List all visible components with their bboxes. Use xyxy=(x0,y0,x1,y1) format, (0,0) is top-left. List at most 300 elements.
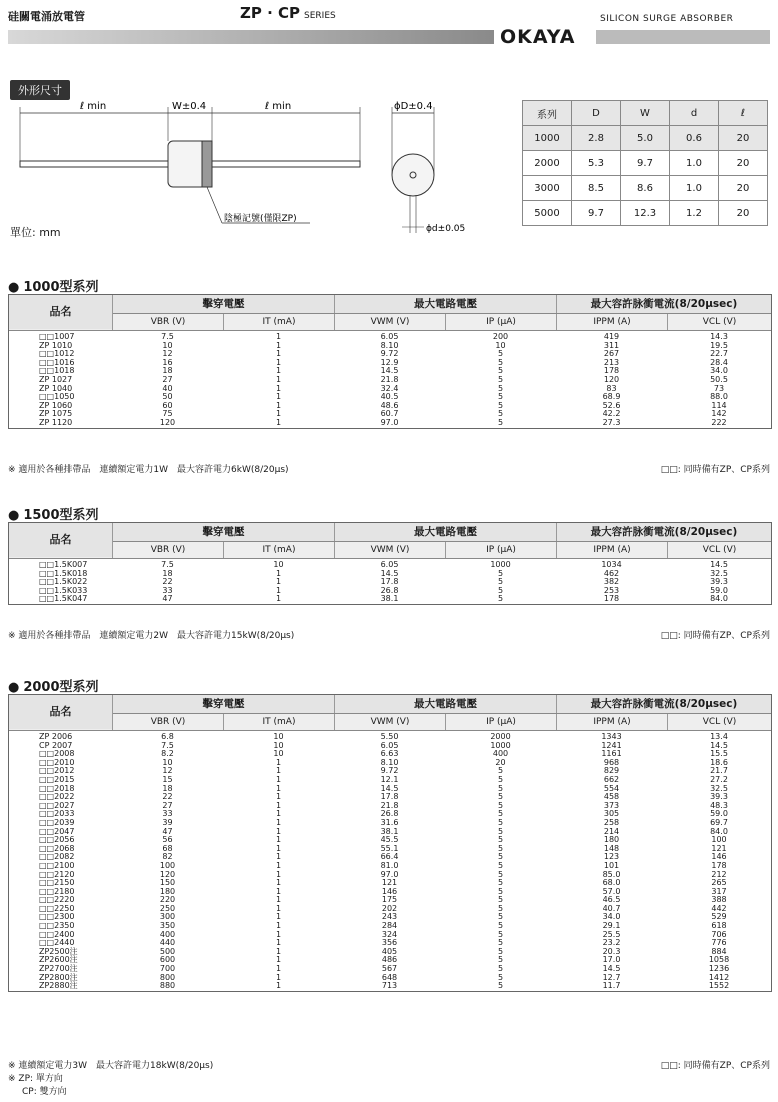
product-name: □□2180 xyxy=(39,886,75,896)
table-cell: 68.0 xyxy=(602,878,621,888)
table-cell: 324 xyxy=(381,929,398,939)
table-cell: 5 xyxy=(497,981,504,991)
product-name: □□1012 xyxy=(39,349,75,359)
unit-label: 單位: mm xyxy=(10,226,61,239)
table-cell: 1 xyxy=(275,869,282,879)
table-cell: 34.0 xyxy=(602,912,621,922)
table-cell: 12.9 xyxy=(380,357,399,367)
table-cell: 1 xyxy=(275,903,282,913)
table-cell: 12 xyxy=(162,766,173,776)
table-cell: 39.3 xyxy=(710,792,728,802)
table-cell: 18 xyxy=(162,366,173,376)
table-cell: 97.0 xyxy=(380,869,399,879)
product-name: ZP 1027 xyxy=(39,374,73,384)
product-name: □□2100 xyxy=(39,860,75,870)
sub-header: VWM (V) xyxy=(334,714,445,730)
table-cell: 1161 xyxy=(601,749,622,759)
series-note: ※ 適用於各種排帶品 連續額定電力2W 最大容許電力15kW(8/20μs) xyxy=(8,631,295,641)
header-bar-right xyxy=(596,30,770,44)
group-header: 最大電路電壓 xyxy=(334,695,556,713)
table-cell: 1 xyxy=(275,766,282,776)
table-cell: 5 xyxy=(497,826,504,836)
label-phiD: ϕD±0.4 xyxy=(394,101,433,112)
series-note-cp: CP: 雙方向 xyxy=(22,1087,67,1097)
table-cell: 52.6 xyxy=(602,400,621,410)
table-cell: 1 xyxy=(275,366,282,376)
table-cell: 1 xyxy=(275,809,282,819)
sub-header: VWM (V) xyxy=(334,542,445,558)
label-phid: ϕd±0.05 xyxy=(426,224,466,234)
table-cell: 48.3 xyxy=(710,800,728,810)
table-cell: 10 xyxy=(162,757,173,767)
table-cell: 200 xyxy=(492,332,509,341)
spec-cell: 1.0 xyxy=(670,151,719,176)
table-cell: 18.6 xyxy=(710,757,728,767)
table-cell: 1 xyxy=(275,409,282,419)
spec-cell: 5.0 xyxy=(621,126,670,151)
table-cell: 28.4 xyxy=(710,357,728,367)
table-cell: 1 xyxy=(275,374,282,384)
table-cell: 265 xyxy=(711,878,727,888)
header-bar xyxy=(8,30,494,44)
table-cell: 1 xyxy=(275,774,282,784)
series-title-text: 1000型系列 xyxy=(23,280,99,295)
table-cell: 706 xyxy=(711,929,727,939)
table-cell: 458 xyxy=(603,792,620,802)
table-cell: 178 xyxy=(603,366,620,376)
table-cell: 180 xyxy=(603,835,620,845)
series1000-title: ● 1000型系列 xyxy=(8,280,99,295)
table-cell: 1 xyxy=(275,946,282,956)
table-cell: 60 xyxy=(162,400,173,410)
table-cell: 5 xyxy=(497,972,504,982)
product-name: □□2350 xyxy=(39,921,75,931)
table-cell: 75 xyxy=(162,409,173,419)
table-cell: 97.0 xyxy=(380,417,399,427)
table-cell: 14.5 xyxy=(602,964,621,974)
table-cell: 26.8 xyxy=(380,809,399,819)
table-cell: 1 xyxy=(275,783,282,793)
table-cell: 40.5 xyxy=(380,392,399,402)
table-cell: 1 xyxy=(275,383,282,393)
table-cell: 222 xyxy=(711,417,727,427)
table-cell: 20 xyxy=(495,757,506,767)
table-cell: 1 xyxy=(275,585,282,595)
table-cell: 5.50 xyxy=(380,732,399,741)
table-cell: 267 xyxy=(603,349,620,359)
product-name: □□2033 xyxy=(39,809,75,819)
table-cell: 27 xyxy=(162,800,173,810)
table-cell: 250 xyxy=(159,903,176,913)
table-cell: 1 xyxy=(275,357,282,367)
product-name: □□2120 xyxy=(39,869,75,879)
table-cell: 21.8 xyxy=(380,800,399,810)
table-cell: 50 xyxy=(162,392,173,402)
table-cell: 1 xyxy=(275,929,282,939)
table-cell: 146 xyxy=(711,852,727,862)
spec-cell: 20 xyxy=(719,176,768,201)
table-cell: 5 xyxy=(497,860,504,870)
table-cell: 5 xyxy=(497,374,504,384)
table-cell: 5 xyxy=(497,783,504,793)
table-cell: 27 xyxy=(162,374,173,384)
table-cell: 7.5 xyxy=(161,332,174,341)
table-cell: 5 xyxy=(497,903,504,913)
table-cell: 1241 xyxy=(601,740,622,750)
spec-header-row xyxy=(523,101,768,126)
product-name: □□1050 xyxy=(39,392,75,402)
table-cell: 1 xyxy=(275,852,282,862)
table-cell: 5 xyxy=(497,383,504,393)
table-cell: 121 xyxy=(711,843,727,853)
table-cell: 1 xyxy=(275,340,282,350)
sub-header-row xyxy=(9,542,771,559)
product-name: ZP 1075 xyxy=(39,409,73,419)
table-cell: 2000 xyxy=(490,732,511,741)
sub-header: IP (μA) xyxy=(445,714,556,730)
product-name: □□2018 xyxy=(39,783,75,793)
series-mark-note: □□: 同時備有ZP、CP系列 xyxy=(660,465,770,475)
table-cell: 1236 xyxy=(708,964,730,974)
table-cell: 114 xyxy=(711,400,727,410)
spec-cell: 12.3 xyxy=(621,201,670,226)
group-header: 最大容許脉衝電流(8/20μsec) xyxy=(556,523,771,541)
table-cell: 6.63 xyxy=(380,749,399,759)
sub-header: VBR (V) xyxy=(112,314,223,330)
table-cell: 8.10 xyxy=(380,757,399,767)
table-cell: 5 xyxy=(497,800,504,810)
table-cell: 5 xyxy=(497,400,504,410)
table-cell: 85.0 xyxy=(602,869,621,879)
table-cell: 81.0 xyxy=(380,860,399,870)
sub-header: IT (mA) xyxy=(223,314,334,330)
product-header: 品名 xyxy=(9,695,113,729)
table-cell: 120 xyxy=(159,869,176,879)
table-cell: 14.5 xyxy=(380,783,399,793)
table-cell: 148 xyxy=(603,843,620,853)
product-name: ZP 1060 xyxy=(39,400,73,410)
section-title-dimension: 外形尺寸 xyxy=(10,80,70,100)
table-cell: 284 xyxy=(381,921,398,931)
spec-cell: 9.7 xyxy=(621,151,670,176)
table-cell: 5 xyxy=(497,417,504,427)
table-row xyxy=(9,419,771,428)
table-cell: 5 xyxy=(497,852,504,862)
table-cell: 59.0 xyxy=(710,809,728,819)
table-cell: 311 xyxy=(603,340,620,350)
product-name: □□2027 xyxy=(39,800,75,810)
table-cell: 1 xyxy=(275,817,282,827)
spec-row xyxy=(523,126,768,151)
table-cell: 39 xyxy=(162,817,173,827)
table-cell: 1 xyxy=(275,886,282,896)
product-name: □□2056 xyxy=(39,835,75,845)
table-cell: 82 xyxy=(162,852,173,862)
table-cell: 146 xyxy=(381,886,398,896)
table-cell: 600 xyxy=(159,955,176,965)
product-name: ZP 1040 xyxy=(39,383,73,393)
series-title-text: 2000型系列 xyxy=(23,680,99,695)
series1500-table xyxy=(8,522,772,605)
table-cell: 486 xyxy=(381,955,398,965)
table-cell: 1 xyxy=(275,938,282,948)
table-cell: 22 xyxy=(162,577,173,587)
spec-row xyxy=(523,151,768,176)
table-cell: 10 xyxy=(495,340,506,350)
label-w: W±0.4 xyxy=(172,101,207,112)
table-cell: 10 xyxy=(273,740,284,750)
table-cell: 1 xyxy=(275,757,282,767)
table-cell: 120 xyxy=(159,417,176,427)
table-cell: 12.7 xyxy=(602,972,621,982)
table-cell: 47 xyxy=(162,594,173,604)
sub-header: IPPM (A) xyxy=(556,542,667,558)
product-name: ZP 1010 xyxy=(39,340,73,350)
table-cell: 5 xyxy=(497,585,504,595)
table-cell: 45.5 xyxy=(380,835,399,845)
product-name: □□2300 xyxy=(39,912,75,922)
table-cell: 1 xyxy=(275,843,282,853)
table-cell: 1 xyxy=(275,895,282,905)
table-cell: 1 xyxy=(275,392,282,402)
table-cell: 178 xyxy=(603,594,620,604)
table-cell: 1 xyxy=(275,912,282,922)
product-name: □□2082 xyxy=(39,852,75,862)
series-note: ※ 適用於各種排帶品 連續額定電力1W 最大容許電力6kW(8/20μs) xyxy=(8,465,289,475)
spec-cell: 1000 xyxy=(523,126,572,151)
table-cell: 1552 xyxy=(708,981,730,991)
table-cell: 1 xyxy=(275,878,282,888)
product-name: □□1.5K007 xyxy=(39,560,88,569)
table-cell: 202 xyxy=(381,903,398,913)
table-cell: 356 xyxy=(381,938,398,948)
table-cell: 33 xyxy=(162,809,173,819)
table-cell: 69.7 xyxy=(710,817,728,827)
table-cell: 50.5 xyxy=(710,374,728,384)
spec-cell: 5000 xyxy=(523,201,572,226)
group-header: 最大容許脉衝電流(8/20μsec) xyxy=(556,695,771,713)
series-mark-note: □□: 同時備有ZP、CP系列 xyxy=(660,1061,770,1071)
product-name: □□2010 xyxy=(39,757,75,767)
table-cell: 120 xyxy=(603,374,620,384)
table-cell: 1000 xyxy=(490,560,511,569)
table-cell: 253 xyxy=(603,585,620,595)
spec-cell: 2000 xyxy=(523,151,572,176)
table-cell: 800 xyxy=(159,972,176,982)
table-cell: 5 xyxy=(497,357,504,367)
table-cell: 6.05 xyxy=(380,332,399,341)
table-cell: 123 xyxy=(603,852,620,862)
table-cell: 5 xyxy=(497,766,504,776)
product-name: □□2047 xyxy=(39,826,75,836)
group-header-row xyxy=(9,295,771,314)
table-cell: 5 xyxy=(497,843,504,853)
table-cell: 1 xyxy=(275,577,282,587)
table-cell: 12.1 xyxy=(380,774,399,784)
table-cell: 1 xyxy=(275,835,282,845)
series2000-table xyxy=(8,694,772,992)
table-cell: 32.5 xyxy=(710,568,728,578)
table-cell: 18 xyxy=(162,568,173,578)
sub-header: VBR (V) xyxy=(112,542,223,558)
table-cell: 68 xyxy=(162,843,173,853)
table-cell: 5 xyxy=(497,577,504,587)
table-cell: 84.0 xyxy=(710,826,728,836)
table-cell: 19.5 xyxy=(710,340,728,350)
table-cell: 5 xyxy=(497,817,504,827)
table-cell: 1 xyxy=(275,594,282,604)
table-cell: 350 xyxy=(159,921,176,931)
table-cell: 419 xyxy=(603,332,620,341)
table-cell: 400 xyxy=(159,929,176,939)
table-cell: 5 xyxy=(497,946,504,956)
spec-header: D xyxy=(572,101,621,126)
table-cell: 1 xyxy=(275,349,282,359)
table-cell: 880 xyxy=(159,981,176,991)
product-name: □□2400 xyxy=(39,929,75,939)
table-cell: 10 xyxy=(273,749,284,759)
table-cell: 121 xyxy=(381,878,398,888)
table-cell: 38.1 xyxy=(380,826,399,836)
spec-cell: 3000 xyxy=(523,176,572,201)
table-cell: 40.7 xyxy=(602,903,621,913)
table-cell: 15.5 xyxy=(710,749,728,759)
table-cell: 388 xyxy=(711,895,727,905)
table-cell: 214 xyxy=(603,826,620,836)
table-cell: 1 xyxy=(275,955,282,965)
table-cell: 42.2 xyxy=(602,409,621,419)
spec-cell: 8.6 xyxy=(621,176,670,201)
sub-header-row xyxy=(9,314,771,331)
table-cell: 32.4 xyxy=(380,383,399,393)
table-cell: 8.2 xyxy=(161,749,174,759)
cathode-band xyxy=(202,141,212,187)
header-jp-title: 硅關電涌放電管 xyxy=(8,10,85,23)
table-cell: 22 xyxy=(162,792,173,802)
table-cell: 83 xyxy=(606,383,617,393)
header-right-title: SILICON SURGE ABSORBER xyxy=(600,14,734,24)
product-name: □□1.5K022 xyxy=(39,577,88,587)
table-cell: 14.5 xyxy=(380,568,399,578)
sub-header: IPPM (A) xyxy=(556,714,667,730)
table-cell: 5 xyxy=(497,568,504,578)
table-cell: 5 xyxy=(497,878,504,888)
table-cell: 1 xyxy=(275,826,282,836)
table-cell: 88.0 xyxy=(710,392,728,402)
product-name: □□2015 xyxy=(39,774,75,784)
table-cell: 34.0 xyxy=(710,366,728,376)
table-cell: 968 xyxy=(603,757,620,767)
table-cell: 1000 xyxy=(490,740,511,750)
dimension-drawing xyxy=(10,95,510,245)
product-name: □□2250 xyxy=(39,903,75,913)
spec-cell: 1.2 xyxy=(670,201,719,226)
table-cell: 220 xyxy=(159,895,176,905)
table-cell: 5 xyxy=(497,809,504,819)
table-cell: 5 xyxy=(497,938,504,948)
table-cell: 7.5 xyxy=(161,740,174,750)
product-name: ZP 1120 xyxy=(39,417,73,427)
table-cell: 100 xyxy=(711,835,727,845)
product-name: ZP 2006 xyxy=(39,732,73,741)
table-cell: 27.3 xyxy=(602,417,621,427)
table-cell: 1 xyxy=(275,860,282,870)
lead-right xyxy=(212,161,360,167)
table-row xyxy=(9,982,771,991)
table-cell: 440 xyxy=(159,938,176,948)
table-cell: 10 xyxy=(273,560,284,569)
spec-header: W xyxy=(621,101,670,126)
table-cell: 500 xyxy=(159,946,176,956)
table-cell: 14.5 xyxy=(710,560,728,569)
table-cell: 17.8 xyxy=(380,577,399,587)
table-cell: 1 xyxy=(275,964,282,974)
table-cell: 662 xyxy=(603,774,620,784)
table-cell: 150 xyxy=(159,878,176,888)
table-cell: 829 xyxy=(603,766,620,776)
table-cell: 46.5 xyxy=(602,895,621,905)
series-note: ※ 連續額定電力3W 最大容許電力18kW(8/20μs) xyxy=(8,1061,214,1071)
brand-logo: OKAYA xyxy=(500,26,576,48)
sub-header: VCL (V) xyxy=(667,714,771,730)
table-cell: 14.3 xyxy=(710,332,728,341)
table-cell: 1 xyxy=(275,568,282,578)
table-cell: 5 xyxy=(497,921,504,931)
table-cell: 400 xyxy=(492,749,509,759)
table-cell: 317 xyxy=(711,886,727,896)
spec-cell: 8.5 xyxy=(572,176,621,201)
table-cell: 8.10 xyxy=(380,340,399,350)
spec-cell: 20 xyxy=(719,201,768,226)
table-cell: 7.5 xyxy=(161,560,174,569)
table-cell: 373 xyxy=(603,800,620,810)
group-header: 最大電路電壓 xyxy=(334,523,556,541)
table-cell: 618 xyxy=(711,921,727,931)
table-cell: 84.0 xyxy=(710,594,728,604)
table-row xyxy=(9,595,771,604)
table-cell: 529 xyxy=(711,912,727,922)
table-cell: 1 xyxy=(275,800,282,810)
table-cell: 6.05 xyxy=(380,560,399,569)
table-cell: 648 xyxy=(381,972,398,982)
product-name: □□2068 xyxy=(39,843,75,853)
table-cell: 142 xyxy=(711,409,727,419)
table-cell: 382 xyxy=(603,577,620,587)
spec-header: ℓ xyxy=(719,101,768,126)
spec-row xyxy=(523,201,768,226)
series-note-zp: ※ ZP: 單方向 xyxy=(8,1074,63,1084)
group-header: 最大容許脉衝電流(8/20μsec) xyxy=(556,295,771,313)
table-cell: 27.2 xyxy=(710,774,728,784)
table-cell: 29.1 xyxy=(602,921,621,931)
table-cell: 23.2 xyxy=(602,938,621,948)
table-cell: 1 xyxy=(275,981,282,991)
table-cell: 5 xyxy=(497,869,504,879)
product-name: □□1007 xyxy=(39,332,75,341)
spec-header: d xyxy=(670,101,719,126)
table-cell: 100 xyxy=(159,860,176,870)
table-cell: 713 xyxy=(381,981,398,991)
table-cell: 16 xyxy=(162,357,173,367)
table-cell: 1034 xyxy=(601,560,622,569)
spec-cell: 1.0 xyxy=(670,176,719,201)
table-cell: 213 xyxy=(603,357,620,367)
spec-row xyxy=(523,176,768,201)
table-cell: 462 xyxy=(603,568,620,578)
table-cell: 55.1 xyxy=(380,843,399,853)
table-cell: 9.72 xyxy=(380,766,399,776)
table-cell: 1412 xyxy=(708,972,730,982)
